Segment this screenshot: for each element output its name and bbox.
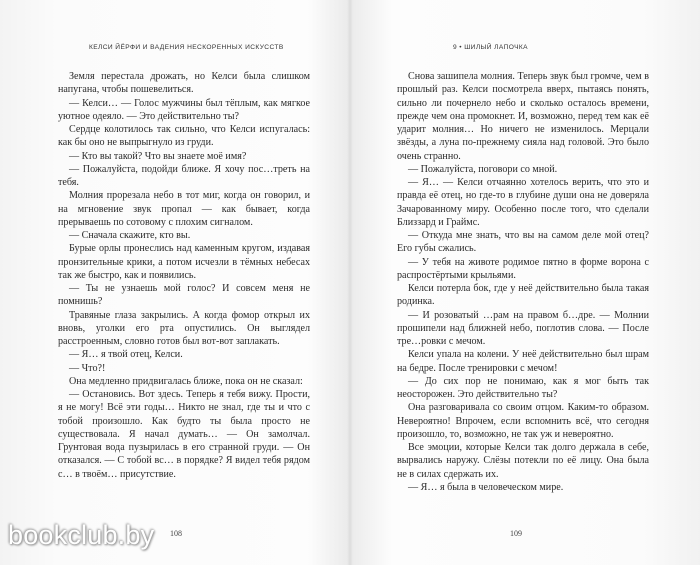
paragraph: Сердце колотилось так сильно, что Келси испугалась: как бы оно не выпрыгнуло из груди. (58, 124, 310, 149)
page-number-right: 109 (510, 529, 522, 538)
paragraph: — Сначала скажите, кто вы. (69, 230, 191, 241)
running-head-right: 9 • ШИЛЫЙ ЛАПОЧКА (453, 44, 528, 51)
paragraph: — Пожалуйста, поговори со мной. (408, 163, 558, 175)
paragraph: — Ты не узнаешь мой голос? И совсем меня не помнишь? (58, 283, 310, 308)
paragraph: — До сих пор не понимаю, как я мог быть так неосторожен. Это действительно ты? (397, 375, 649, 400)
right-page (350, 0, 700, 565)
paragraph: — Я… я была в человеческом мире. (408, 481, 564, 493)
paragraph: — Я… я твой отец, Келси. (69, 349, 183, 361)
paragraph: — Кто вы такой? Что вы знаете моё имя? (69, 150, 247, 162)
paragraph: Травяные глаза закрылись. А когда фомор открыл их вновь, уголки его рта опустились. Он выглядел расстроенным, словно готов был вот-вот заплакать. (58, 309, 310, 347)
paragraph: — Откуда мне знать, что вы на самом деле мой отец? Его губы сжались. (397, 230, 649, 255)
running-head-left: КЕЛСИ ЙЁРФИ И ВАДЕНИЯ НЕСКОРЕННЫХ ИСКУССТВ (89, 44, 284, 51)
paragraph: Снова зашипела молния. Теперь звук был громче, чем в прошлый раз. Келси посмотрела вверх, пытаясь понять, сильно ли почернело небо и сколько осталось времени, прежде чем она промокнет. И, возможно, перед тем как её ударит молния… Но ничего не изменилось. Мерцали звёзды, а луна по-прежнему сияла над головой. Это было очень странно. (397, 71, 649, 162)
paragraph: — Что?! (69, 362, 106, 374)
paragraph: — Я… — Келси отчаянно хотелось верить, что это и правда её отец, но где-то в глубине души она не доверяла Зачарованному миру. Особенно после того, что сделали Близзард и Граймс. (397, 177, 649, 228)
paragraph: — Келси… — Голос мужчины был тёплым, как мягкое уютное одеяло. — Это действительно ты? (58, 97, 310, 122)
right-page-text (397, 70, 649, 494)
paragraph: Все эмоции, которые Келси так долго держала в себе, вырвались наружу. Слёзы потекли по её лицу. Она была не в силах сдержать их. (397, 442, 649, 480)
paragraph: Земля перестала дрожать, но Келси была слишком напугана, чтобы пошевелиться. (58, 71, 310, 96)
paragraph: — Пожалуйста, подойди ближе. Я хочу пос…треть на тебя. (58, 163, 310, 188)
paragraph: — И розоватый …рам на правом б…дре. — Молнии прошипели над ближней небо, поглотив слова. — После тре…ровки с мечом. (397, 309, 649, 347)
page-number-left: 108 (170, 529, 182, 538)
paragraph: Келси упала на колени. У неё действительно был шрам на бедре. После тренировки с мечом! (397, 349, 649, 374)
paragraph: Молния прорезала небо в тот миг, когда он говорил, и на мгновение звук пропал — как бывает, когда прерываешь по сотовому с плохим сигналом. (58, 190, 310, 228)
paragraph: Бурые орлы пронеслись над каменным кругом, издавая пронзительные крики, а потом исчезли в тёмных небесах так же быстро, как и появились. (58, 243, 310, 281)
paragraph: Келси потерла бок, где у неё действительно была такая родинка. (397, 283, 649, 308)
left-page-text (58, 70, 310, 481)
paragraph: Она медленно придвигалась ближе, пока он не сказал: (69, 375, 303, 387)
paragraph: — У тебя на животе родимое пятно в форме ворона с распростёртыми крыльями. (397, 256, 649, 281)
paragraph: Она разговаривала со своим отцом. Каким-то образом. Невероятно! Впрочем, если вспомнить всё, что сегодня произошло, то, возможно, не так уж и невероятно. (397, 402, 649, 440)
site-watermark: bookclub.by (8, 520, 155, 550)
paragraph: — Остановись. Вот здесь. Теперь я тебя вижу. Прости, я не могу! Всё эти годы… Никто не знал, где ты и что с тобой произошло. Как будто ты была просто не существовала. Я начал думать… — Он замолчал. Грунтовая вода пузырилась в его странной груди. — Он отказался. — С тобой вс… в порядке? Я видел тебя рядом с… в твоём… присутствие. (58, 389, 310, 480)
